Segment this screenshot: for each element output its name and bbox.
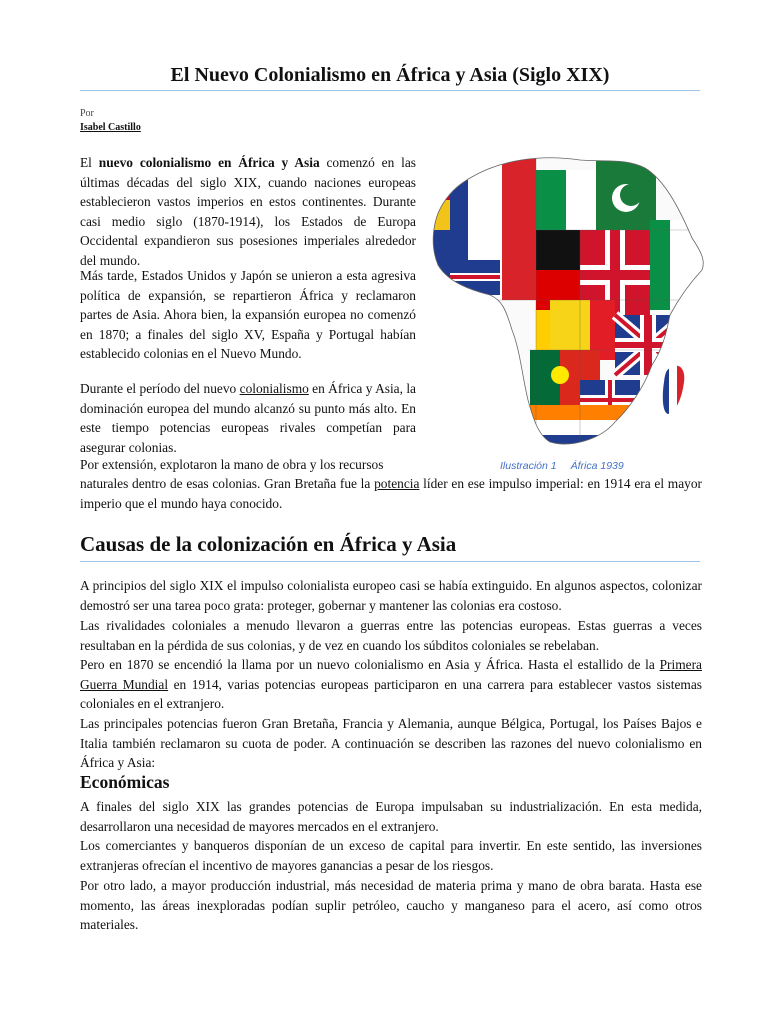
link-colonialismo[interactable]: colonialismo — [239, 381, 309, 396]
title-rule — [80, 90, 700, 91]
link-primera-guerra-mundial[interactable]: Primera Guerra Mundial — [80, 657, 702, 692]
intro-paragraph-3: Durante el período del nuevo colonialismo en África y Asia, la dominación europea del mundo alcanzó su punto más alto. En este tiempo potencias europeas rivales competían para asegurar colonias. — [80, 381, 416, 455]
intro-paragraph-1: El nuevo colonialismo en África y Asia comenzó en las últimas décadas del siglo XIX, cuando naciones europeas establecieron vastos imperios en estos continentes. Durante casi medio siglo (1870-1914), los Estados de Europa Occidental expandieron sus posesiones imperiales alrededor del mundo. — [80, 155, 417, 268]
byline-label: Por — [80, 108, 94, 119]
section-paragraph-2: Las rivalidades coloniales a menudo llevaron a guerras entre las potencias europeas. Estas guerras a veces resultaban en la pérdida de sus colonias, y de vez en cuando los súbditos coloniales se rebelaban. — [80, 618, 702, 653]
intro-bold-term: nuevo colonialismo en África y Asia — [98, 155, 320, 170]
africa-flags-map — [430, 150, 706, 450]
subsection-paragraph-3: Por otro lado, a mayor producción industrial, más necesidad de materia prima y mano de obra barata. Hasta ese momento, las áreas inexploradas podían suplir petróleo, caucho y manganeso para el acero, así como otros materiales. — [80, 878, 702, 933]
link-potencia[interactable]: potencia — [374, 476, 420, 491]
intro-paragraph-4a: Por extensión, explotaron la mano de obra y los recursos — [80, 457, 384, 472]
caption-text: África 1939 — [570, 460, 624, 472]
byline-author[interactable]: Isabel Castillo — [80, 122, 141, 133]
subsection-paragraph-1: A finales del siglo XIX las grandes potencias de Europa impulsaban su industrialización. En esta medida, desarrollaron una necesidad de mayores mercados en el extranjero. — [80, 799, 702, 834]
section-paragraph-1: A principios del siglo XIX el impulso colonialista europeo casi se había extinguido. En algunos aspectos, colonizar demostró ser una tarea poco grata: proteger, gobernar y mantener las colonias era costoso. — [80, 578, 702, 613]
subsection-heading: Económicas — [80, 772, 170, 792]
caption-number: Ilustración 1 — [500, 460, 557, 472]
figure-caption — [500, 460, 624, 472]
section-heading: Causas de la colonización en África y Asia — [80, 532, 457, 556]
intro-paragraph-4b: naturales dentro de esas colonias. Gran Bretaña fue la potencia líder en ese impulso imperial: en 1914 era el mayor imperio que el mundo haya conocido. — [80, 476, 702, 511]
intro-paragraph-2: Más tarde, Estados Unidos y Japón se unieron a esta agresiva política de expansión, se repartieron África y reclamaron partes de Asia. Ahora bien, la expansión europea no comenzó en 1870; a finales del siglo XV, España y Portugal habían establecido colonias en el Nuevo Mundo. — [80, 268, 416, 362]
section-rule — [80, 561, 700, 562]
document-title: El Nuevo Colonialismo en África y Asia (Siglo XIX) — [170, 64, 610, 86]
section-paragraph-3: Pero en 1870 se encendió la llama por un nuevo colonialismo en Asia y África. Hasta el estallido de la Primera Guerra Mundial en 1914, varias potencias europeas participaron en una carrera para establecer vastos sistemas coloniales en el extranjero. — [80, 657, 702, 712]
subsection-paragraph-2: Los comerciantes y banqueros disponían de un exceso de capital para invertir. En este sentido, las inversiones extranjeras ofrecían el incentivo de mayores ganancias a pesar de los riesgos. — [80, 838, 702, 873]
section-paragraph-4: Las principales potencias fueron Gran Bretaña, Francia y Alemania, aunque Bélgica, Portugal, los Países Bajos e Italia también reclamaron su cuota de poder. A continuación se describen las razones del nuevo colonialismo en África y Asia: — [80, 716, 702, 771]
